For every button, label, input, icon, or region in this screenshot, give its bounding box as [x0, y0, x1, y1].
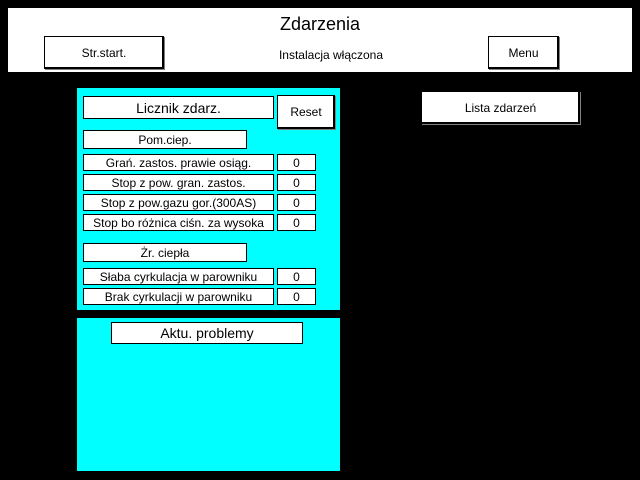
row-value: 0	[277, 154, 316, 171]
start-page-button[interactable]: Str.start.	[44, 36, 164, 69]
row-label: Stop z pow.gazu gor.(300AS)	[83, 194, 274, 211]
current-problems-panel	[77, 318, 340, 471]
row-value: 0	[277, 174, 316, 191]
row-label: Stop bo różnica ciśn. za wysoka	[83, 214, 274, 231]
counter-panel-title: Licznik zdarz.	[83, 96, 274, 119]
event-counter-panel	[77, 88, 340, 310]
row-value: 0	[277, 214, 316, 231]
page-title: Zdarzenia	[279, 14, 361, 34]
row-label: Brak cyrkulacji w parowniku	[83, 288, 274, 305]
row-label: Stop z pow. gran. zastos.	[83, 174, 274, 191]
event-list-button[interactable]: Lista zdarzeń	[421, 91, 580, 124]
group-label-heat-source: Żr. ciepła	[83, 243, 247, 262]
menu-button[interactable]: Menu	[488, 36, 559, 69]
row-label: Grań. zastos. prawie osiąg.	[83, 154, 274, 171]
row-label: Słaba cyrkulacja w parowniku	[83, 268, 274, 285]
header-bar	[8, 8, 632, 72]
row-value: 0	[277, 288, 316, 305]
installation-status: Instalacja włączona	[278, 48, 384, 62]
row-value: 0	[277, 268, 316, 285]
group-label-heat-pump: Pom.ciep.	[83, 130, 247, 149]
reset-button[interactable]: Reset	[277, 95, 335, 129]
row-value: 0	[277, 194, 316, 211]
problems-panel-title: Aktu. problemy	[111, 322, 303, 344]
